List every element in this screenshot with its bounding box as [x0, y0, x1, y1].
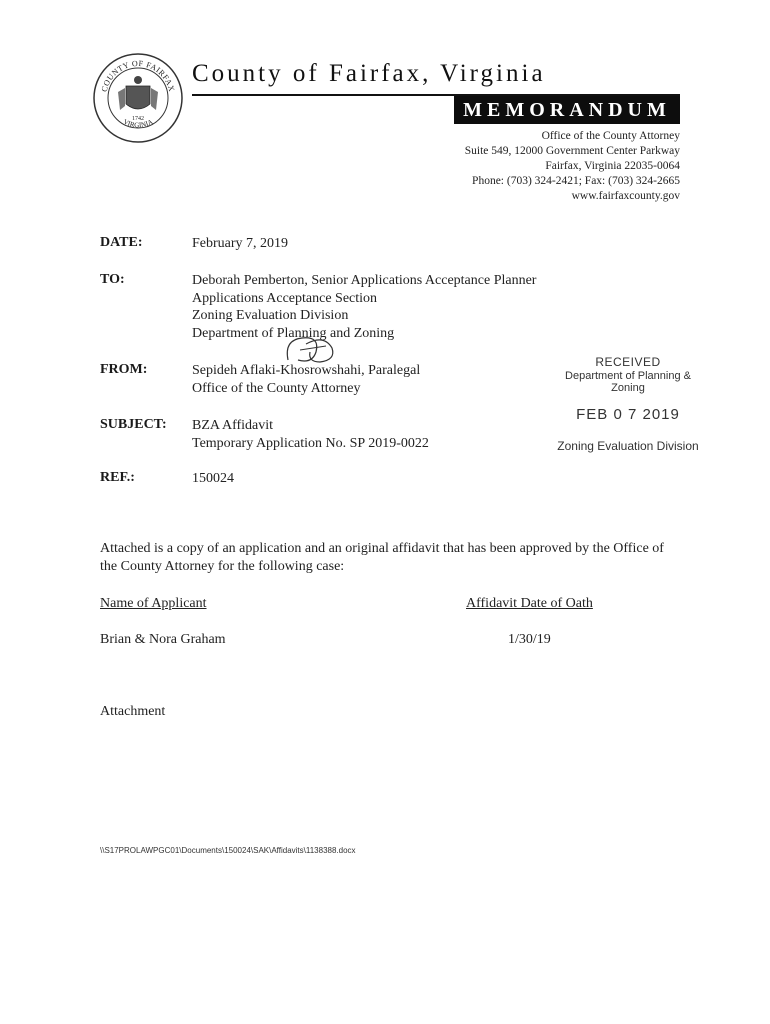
to-line: Deborah Pemberton, Senior Applications Acceptance Planner — [192, 273, 537, 288]
to-line: Applications Acceptance Section — [192, 290, 378, 306]
applicant-name: Brian & Nora Graham — [100, 632, 226, 647]
county-title: County of Fairfax, Virginia — [192, 60, 546, 87]
attachment-label: Attachment — [100, 704, 166, 719]
memorandum-banner: MEMORANDUM — [454, 96, 680, 124]
stamp-received: RECEIVED — [595, 355, 661, 369]
from-block — [192, 362, 420, 397]
seal-top-text: COUNTY OF FAIRFAX — [99, 58, 177, 93]
subject-block — [192, 417, 429, 452]
address-line: Phone: (703) 324-2421; Fax: (703) 324-2665 — [472, 175, 680, 187]
applicant-column-header: Name of Applicant — [100, 596, 207, 611]
from-label: FROM: — [100, 362, 148, 377]
from-line: Sepideh Aflaki-Khosrowshahi, Paralegal — [192, 363, 421, 378]
date-value: February 7, 2019 — [192, 236, 289, 251]
address-line: Fairfax, Virginia 22035-0064 — [545, 160, 680, 172]
oath-date-column-header: Affidavit Date of Oath — [466, 596, 593, 611]
website-link[interactable]: www.fairfaxcounty.gov — [571, 190, 680, 202]
from-line: Office of the County Attorney — [192, 380, 361, 396]
subject-label: SUBJECT: — [100, 417, 167, 432]
seal-bottom-text: VIRGINIA — [121, 117, 155, 130]
office-address — [465, 129, 680, 204]
to-label: TO: — [100, 272, 125, 287]
to-line: Zoning Evaluation Division — [192, 308, 349, 323]
stamp-department: Department of Planning & Zoning — [565, 370, 691, 394]
to-line: Department of Planning and Zoning — [192, 325, 395, 341]
date-label: DATE: — [100, 235, 143, 250]
oath-date: 1/30/19 — [508, 632, 551, 647]
ref-value: 150024 — [192, 471, 234, 486]
stamp-date: FEB 0 7 2019 — [576, 406, 680, 423]
memo-paragraph: Attached is a copy of an application and an original affidavit that has been approved by the Office of the County Attorney for the following case: — [100, 541, 664, 574]
subject-line: Temporary Application No. SP 2019-0022 — [192, 435, 429, 451]
ref-label: REF.: — [100, 470, 135, 485]
file-path: \\S17PROLAWPGC01\Documents\150024\SAK\Affidavits\1138388.docx — [100, 846, 356, 855]
seal-year: 1742 — [132, 116, 144, 122]
address-line: Office of the County Attorney — [541, 130, 680, 142]
address-line: Suite 549, 12000 Government Center Parkway — [464, 145, 680, 157]
county-seal — [92, 52, 184, 144]
stamp-division: Zoning Evaluation Division — [557, 439, 699, 453]
subject-line: BZA Affidavit — [192, 418, 274, 433]
received-stamp — [548, 355, 708, 453]
to-block — [192, 272, 536, 342]
